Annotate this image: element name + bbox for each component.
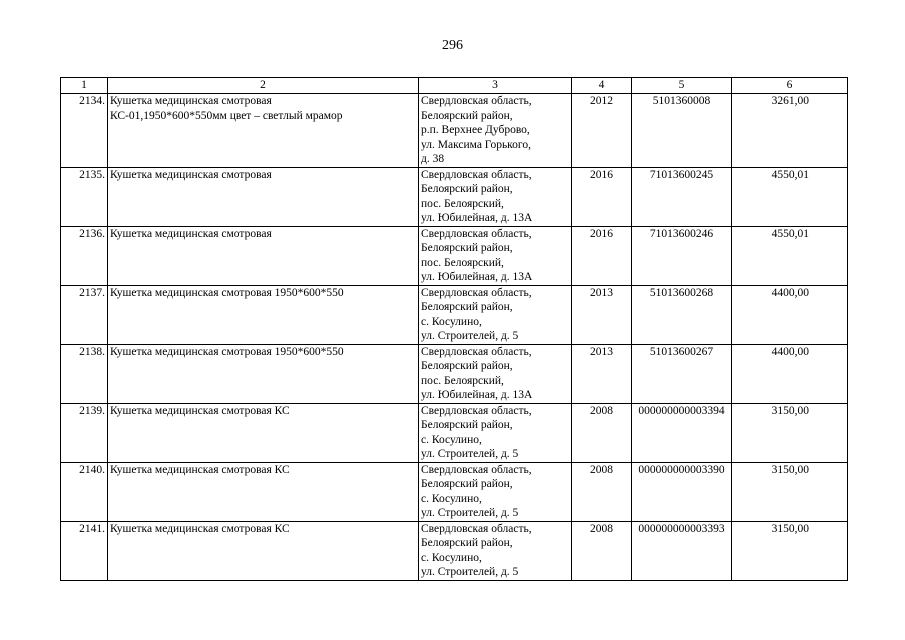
item-inventory-number: 51013600267 bbox=[632, 344, 732, 403]
row-number: 2137. bbox=[61, 285, 108, 344]
table-row bbox=[61, 94, 848, 168]
item-cost: 3150,00 bbox=[732, 403, 848, 462]
table-header bbox=[61, 78, 848, 94]
row-number: 2135. bbox=[61, 167, 108, 226]
item-address: Свердловская область, Белоярский район, пос. Белоярский, ул. Юбилейная, д. 13А bbox=[419, 167, 572, 226]
item-cost: 3150,00 bbox=[732, 521, 848, 580]
item-inventory-number: 000000000003394 bbox=[632, 403, 732, 462]
table-row bbox=[61, 403, 848, 462]
item-cost: 4550,01 bbox=[732, 226, 848, 285]
item-cost: 4400,00 bbox=[732, 285, 848, 344]
item-cost: 3261,00 bbox=[732, 94, 848, 168]
item-address: Свердловская область, Белоярский район, с. Косулино, ул. Строителей, д. 5 bbox=[419, 285, 572, 344]
item-address: Свердловская область, Белоярский район, с. Косулино, ул. Строителей, д. 5 bbox=[419, 521, 572, 580]
item-year: 2013 bbox=[572, 344, 632, 403]
item-inventory-number: 71013600246 bbox=[632, 226, 732, 285]
item-cost: 4400,00 bbox=[732, 344, 848, 403]
item-year: 2016 bbox=[572, 226, 632, 285]
table-row bbox=[61, 462, 848, 521]
table-row bbox=[61, 167, 848, 226]
item-inventory-number: 5101360008 bbox=[632, 94, 732, 168]
row-number: 2141. bbox=[61, 521, 108, 580]
header-col-1: 1 bbox=[61, 78, 108, 94]
header-col-6: 6 bbox=[732, 78, 848, 94]
item-year: 2016 bbox=[572, 167, 632, 226]
item-name: Кушетка медицинская смотровая bbox=[108, 226, 419, 285]
item-inventory-number: 71013600245 bbox=[632, 167, 732, 226]
page-number: 296 bbox=[442, 38, 463, 53]
item-cost: 4550,01 bbox=[732, 167, 848, 226]
item-cost: 3150,00 bbox=[732, 462, 848, 521]
item-name: Кушетка медицинская смотровая 1950*600*550 bbox=[108, 344, 419, 403]
item-year: 2008 bbox=[572, 521, 632, 580]
item-name: Кушетка медицинская смотровая КС bbox=[108, 462, 419, 521]
row-number: 2138. bbox=[61, 344, 108, 403]
header-col-4: 4 bbox=[572, 78, 632, 94]
item-year: 2012 bbox=[572, 94, 632, 168]
property-registry-table bbox=[60, 77, 848, 581]
table-row bbox=[61, 285, 848, 344]
table-row bbox=[61, 521, 848, 580]
item-name: Кушетка медицинская смотровая 1950*600*550 bbox=[108, 285, 419, 344]
header-col-2: 2 bbox=[108, 78, 419, 94]
item-name: Кушетка медицинская смотровая bbox=[108, 167, 419, 226]
table-row bbox=[61, 226, 848, 285]
row-number: 2139. bbox=[61, 403, 108, 462]
header-col-3: 3 bbox=[419, 78, 572, 94]
row-number: 2136. bbox=[61, 226, 108, 285]
row-number: 2134. bbox=[61, 94, 108, 168]
item-name: Кушетка медицинская смотровая КС bbox=[108, 521, 419, 580]
item-name: Кушетка медицинская смотровая КС bbox=[108, 403, 419, 462]
item-address: Свердловская область, Белоярский район, с. Косулино, ул. Строителей, д. 5 bbox=[419, 403, 572, 462]
header-row bbox=[61, 78, 848, 94]
item-address: Свердловская область, Белоярский район, пос. Белоярский, ул. Юбилейная, д. 13А bbox=[419, 344, 572, 403]
table-row bbox=[61, 344, 848, 403]
item-year: 2013 bbox=[572, 285, 632, 344]
item-address: Свердловская область, Белоярский район, р.п. Верхнее Дуброво, ул. Максима Горького, д. 38 bbox=[419, 94, 572, 168]
item-address: Свердловская область, Белоярский район, с. Косулино, ул. Строителей, д. 5 bbox=[419, 462, 572, 521]
table-body bbox=[61, 94, 848, 581]
item-inventory-number: 51013600268 bbox=[632, 285, 732, 344]
row-number: 2140. bbox=[61, 462, 108, 521]
item-year: 2008 bbox=[572, 403, 632, 462]
item-name: Кушетка медицинская смотровая КС-01,1950*600*550мм цвет – светлый мрамор bbox=[108, 94, 419, 168]
item-year: 2008 bbox=[572, 462, 632, 521]
item-inventory-number: 000000000003393 bbox=[632, 521, 732, 580]
header-col-5: 5 bbox=[632, 78, 732, 94]
item-address: Свердловская область, Белоярский район, пос. Белоярский, ул. Юбилейная, д. 13А bbox=[419, 226, 572, 285]
item-inventory-number: 000000000003390 bbox=[632, 462, 732, 521]
